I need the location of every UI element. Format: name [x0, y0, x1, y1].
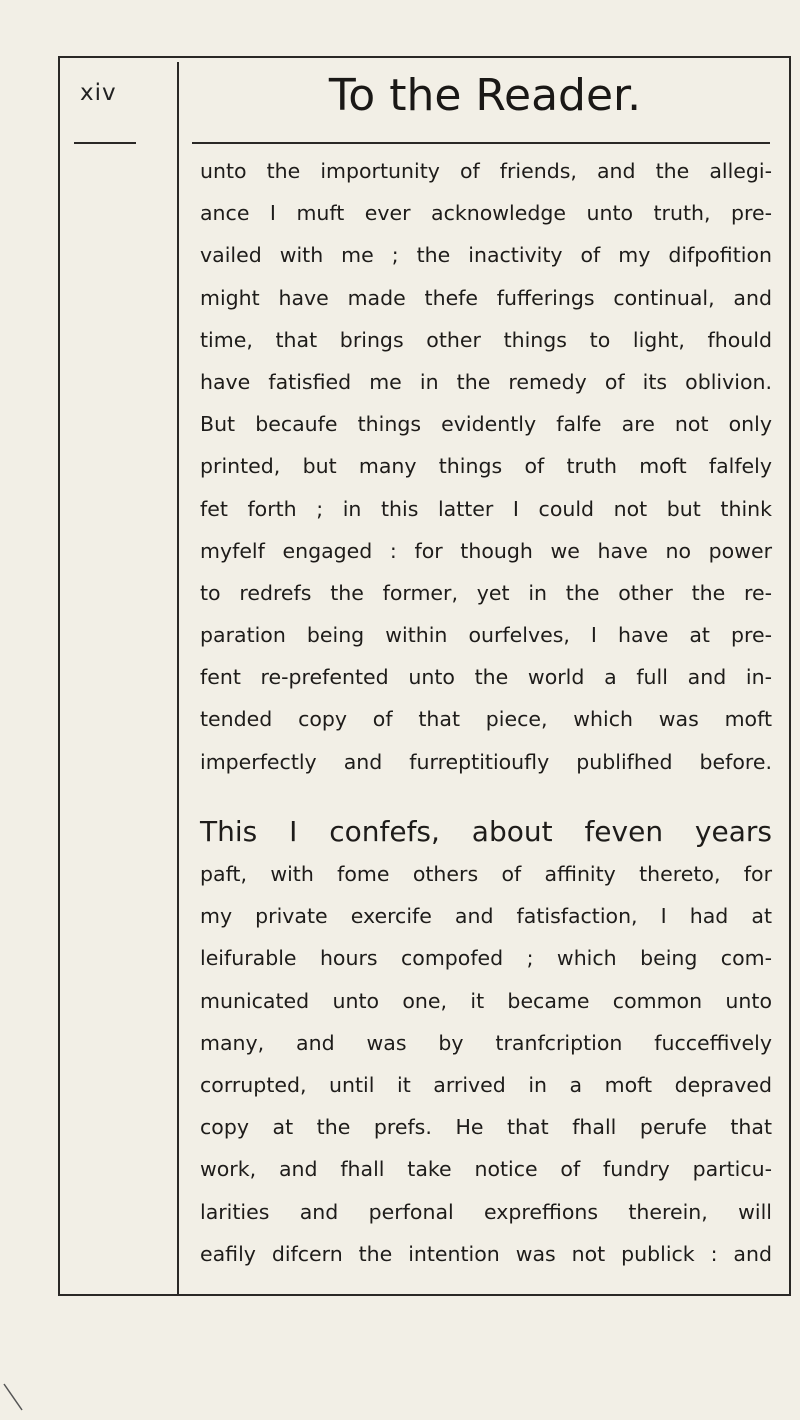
- paragraph-gap: [200, 783, 772, 811]
- text-line: municated unto one, it became common unto: [200, 988, 772, 1013]
- text-line: work, and fhall take notice of fundry particu-: [200, 1157, 772, 1182]
- text-line: vailed with me ; the inactivity of my difpofition: [200, 243, 772, 268]
- text-line: tended copy of that piece, which was moft: [200, 707, 772, 732]
- text-line: many, and was by tranfcription fucceffively: [200, 1030, 772, 1055]
- text-line: larities and perfonal expreffions therein, will: [200, 1199, 772, 1224]
- text-line: time, that brings other things to light, fhould: [200, 327, 772, 352]
- text-line: corrupted, until it arrived in a moft depraved: [200, 1072, 772, 1097]
- paragraph-lead-line: This I confefs, about feven years: [200, 814, 772, 848]
- text-line: paration being within ourfelves, I have at pre-: [200, 623, 772, 648]
- text-line: fet forth ; in this latter I could not but think: [200, 496, 772, 521]
- header-rule-left: [74, 142, 136, 144]
- text-line: might have made thefe fufferings continual, and: [200, 285, 772, 310]
- text-line: ance I muft ever acknowledge unto truth, pre-: [200, 201, 772, 226]
- text-line: my private exercife and fatisfaction, I had at: [200, 904, 772, 929]
- text-line: unto the importunity of friends, and the allegi-: [200, 159, 772, 183]
- text-line: have fatisfied me in the remedy of its oblivion.: [200, 369, 772, 394]
- header-rule-right: [192, 142, 770, 144]
- text-line: fent re-prefented unto the world a full and in-: [200, 665, 772, 690]
- page-number: xiv: [80, 80, 117, 106]
- stray-pen-mark: [0, 1380, 40, 1420]
- body-text: [200, 150, 772, 1275]
- text-line: eafily difcern the intention was not publick : and: [200, 1241, 772, 1266]
- running-head: To the Reader.: [328, 70, 642, 121]
- text-line: But becaufe things evidently falfe are not only: [200, 412, 772, 437]
- text-line: leifurable hours compofed ; which being com-: [200, 946, 772, 971]
- text-line: myfelf engaged : for though we have no power: [200, 538, 772, 563]
- text-line: copy at the prefs. He that fhall perufe that: [200, 1115, 772, 1140]
- text-line: paft, with fome others of affinity thereto, for: [200, 862, 772, 886]
- text-line: imperfectly and furreptitioufly publifhed before.: [200, 749, 772, 774]
- text-line: printed, but many things of truth moft falfely: [200, 454, 772, 479]
- text-line: to redrefs the former, yet in the other the re-: [200, 580, 772, 605]
- margin-column-divider: [177, 62, 179, 1294]
